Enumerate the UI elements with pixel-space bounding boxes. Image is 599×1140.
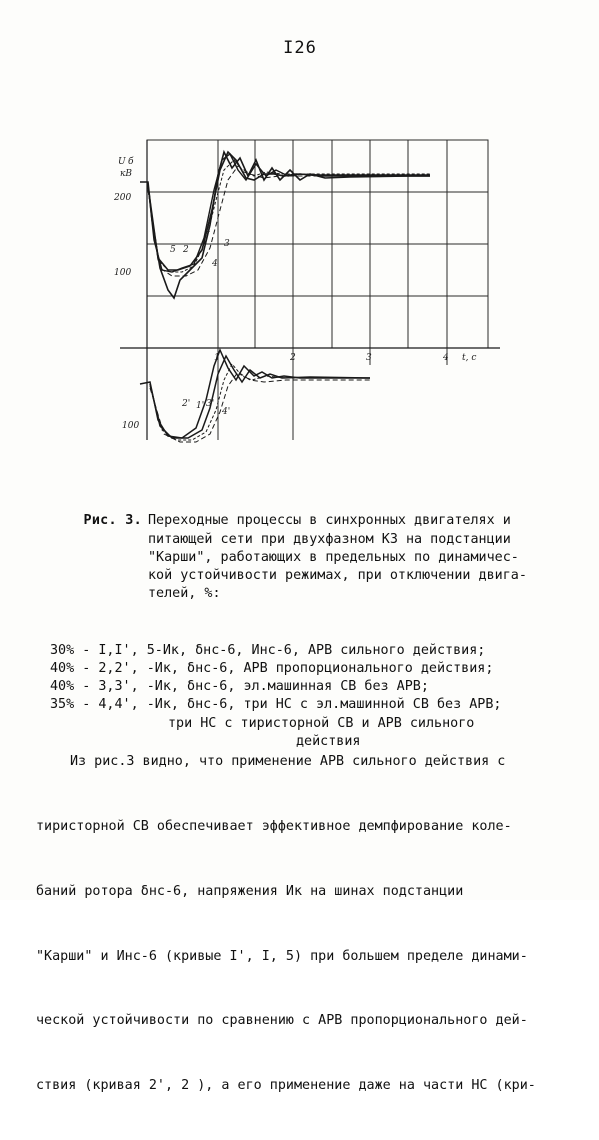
tick-100-bottom: 100: [122, 421, 140, 431]
body-paragraph: [36, 708, 576, 1140]
caption-label: Рис. 3.: [83, 513, 142, 529]
label-curve-1: 1: [206, 225, 212, 235]
transient-plot-svg: [110, 130, 510, 460]
x-tick-1: 1: [214, 353, 220, 363]
label-curve-5: 5: [170, 245, 176, 255]
caption-line-5: телей, %:: [148, 586, 221, 602]
x-tick-4: 4: [443, 353, 449, 363]
top-curves: [140, 152, 430, 298]
x-axis-label: t, c: [462, 353, 477, 363]
label-curve-4-prime: 4': [222, 407, 231, 417]
legend-continuation-1: три НС с тиристорной СВ и АРВ сильного: [168, 715, 475, 731]
tick-200: 200: [114, 193, 132, 203]
tick-100-top: 100: [114, 268, 132, 278]
caption-line-4: кой устойчивости режимах, при отключении двига-: [148, 568, 527, 584]
caption-line-2: питающей сети при двухфазном КЗ на подстанции: [148, 531, 511, 547]
label-curve-1-prime: 1': [196, 401, 205, 411]
label-curve-2: 2: [183, 245, 189, 255]
body-line-3: баний ротора δнс-6, напряжения Ик на шинах подстанции: [36, 883, 464, 899]
legend-line-4: 35% - 4,4', -Ик, δнс-6, три НС с эл.машинной СВ без АРВ;: [50, 697, 502, 713]
caption-head: [50, 512, 570, 603]
legend-line-3: 40% - 3,3', -Ик, δнс-6, эл.машинная СВ без АРВ;: [50, 679, 429, 695]
body-line-5: ческой устойчивости по сравнению с АРВ пропорционального дей-: [36, 1013, 528, 1029]
body-line-1: Из рис.3 видно, что применение АРВ сильного действия с: [70, 754, 506, 770]
caption-line-3: "Карши", работающих в предельных по динамичес-: [148, 549, 519, 565]
curve-1-prime: [150, 356, 370, 438]
curve-4: [148, 166, 430, 276]
legend-line-2: 40% - 2,2', -Ик, δнс-6, АРВ пропорционального действия;: [50, 661, 494, 677]
body-line-6: ствия (кривая 2', 2 ), а его применение даже на части НС (кри-: [36, 1078, 536, 1094]
transient-figure: [110, 130, 510, 460]
caption-lines: [148, 512, 527, 603]
legend-continuation-2: действия: [296, 733, 361, 749]
label-curve-3-prime: 3': [206, 399, 215, 409]
page-number: I26: [283, 38, 317, 58]
label-curve-2-prime: 2': [182, 399, 191, 409]
y-unit-kv: кВ: [120, 169, 132, 179]
legend-line-1: 30% - I,I', 5-Ик, δнс-6, Инс-6, АРВ сильного действия;: [50, 642, 486, 658]
caption-line-1: Переходные процессы в синхронных двигателях и: [148, 513, 511, 529]
y-unit-b: б: [128, 157, 134, 167]
curve-1: [148, 152, 430, 270]
body-line-4: "Карши" и Инс-6 (кривые I', I, 5) при большем пределе динами-: [36, 948, 528, 964]
body-line-2: тиристорной СВ обеспечивает эффективное демпфирование коле-: [36, 818, 512, 834]
bottom-curves: [140, 350, 370, 442]
curve-2-prime: [140, 350, 370, 438]
x-tick-2: 2: [290, 353, 296, 363]
x-tick-3: 3: [366, 353, 372, 363]
label-curve-4: 4: [212, 259, 218, 269]
top-plot-grid: [147, 140, 488, 348]
label-curve-3: 3: [224, 239, 230, 249]
bottom-plot-grid: [218, 348, 447, 440]
y-unit-u: U: [118, 157, 126, 167]
